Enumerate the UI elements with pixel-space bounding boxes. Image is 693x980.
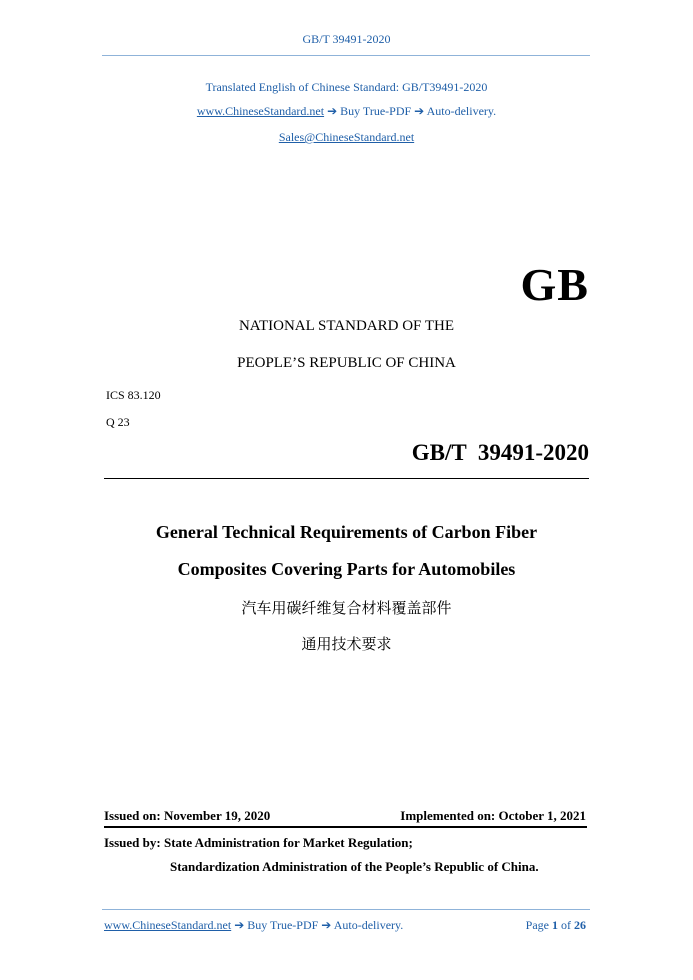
page-number: 1 (552, 918, 558, 932)
buy-true-pdf-text: Buy True-PDF (340, 104, 412, 118)
header-divider (102, 55, 590, 56)
chinese-title-line1: 汽车用碳纤维复合材料覆盖部件 (241, 599, 452, 617)
page-indicator (526, 918, 586, 933)
of-label: of (561, 918, 571, 932)
issued-by-line1: Issued by: State Administration for Market Regulation; (104, 835, 413, 850)
sales-email-link[interactable]: Sales@ChineseStandard.net (278, 130, 415, 144)
arrow-right-icon: ➔ (327, 104, 338, 118)
footer-auto-delivery-text: Auto-delivery. (333, 918, 404, 932)
implemented-on-date: Implemented on: October 1, 2021 (400, 808, 586, 823)
ccs-code: Q 23 (106, 415, 130, 429)
promo-email-line (0, 130, 693, 145)
promo-translation-note: Translated English of Chinese Standard: GB/T39491-2020 (205, 80, 488, 94)
issued-on-date: Issued on: November 19, 2020 (104, 808, 271, 823)
standard-number: GB/T 39491-2020 (411, 440, 589, 465)
page-total: 26 (574, 918, 586, 932)
arrow-right-icon: ➔ (234, 918, 245, 932)
national-standard-line2: PEOPLE’S REPUBLIC OF CHINA (237, 355, 456, 371)
footer-buy-text: Buy True-PDF (247, 918, 319, 932)
english-title-line1: General Technical Requirements of Carbon Fiber (155, 522, 538, 542)
footer-site-link[interactable]: www.ChineseStandard.net (104, 918, 232, 932)
national-standard-line1: NATIONAL STANDARD OF THE (238, 318, 455, 334)
gb-logo: GB (520, 259, 589, 310)
english-title-line2: Composites Covering Parts for Automobiles (177, 559, 516, 579)
issued-by-line2: Standardization Administration of the People’s Republic of China. (170, 859, 539, 874)
issue-divider (104, 826, 587, 828)
arrow-right-icon: ➔ (414, 104, 425, 118)
chinese-title-line2: 通用技术要求 (301, 635, 392, 653)
page-label: Page (525, 918, 549, 932)
site-link[interactable]: www.ChineseStandard.net (196, 104, 325, 118)
auto-delivery-text: Auto-delivery. (426, 104, 497, 118)
footer-buy-line (104, 918, 403, 933)
arrow-right-icon: ➔ (321, 918, 332, 932)
ics-code: ICS 83.120 (106, 388, 161, 402)
promo-buy-line (0, 104, 693, 119)
standard-number-divider (104, 478, 589, 479)
running-header: GB/T 39491-2020 (302, 32, 391, 46)
footer-divider (102, 909, 590, 910)
